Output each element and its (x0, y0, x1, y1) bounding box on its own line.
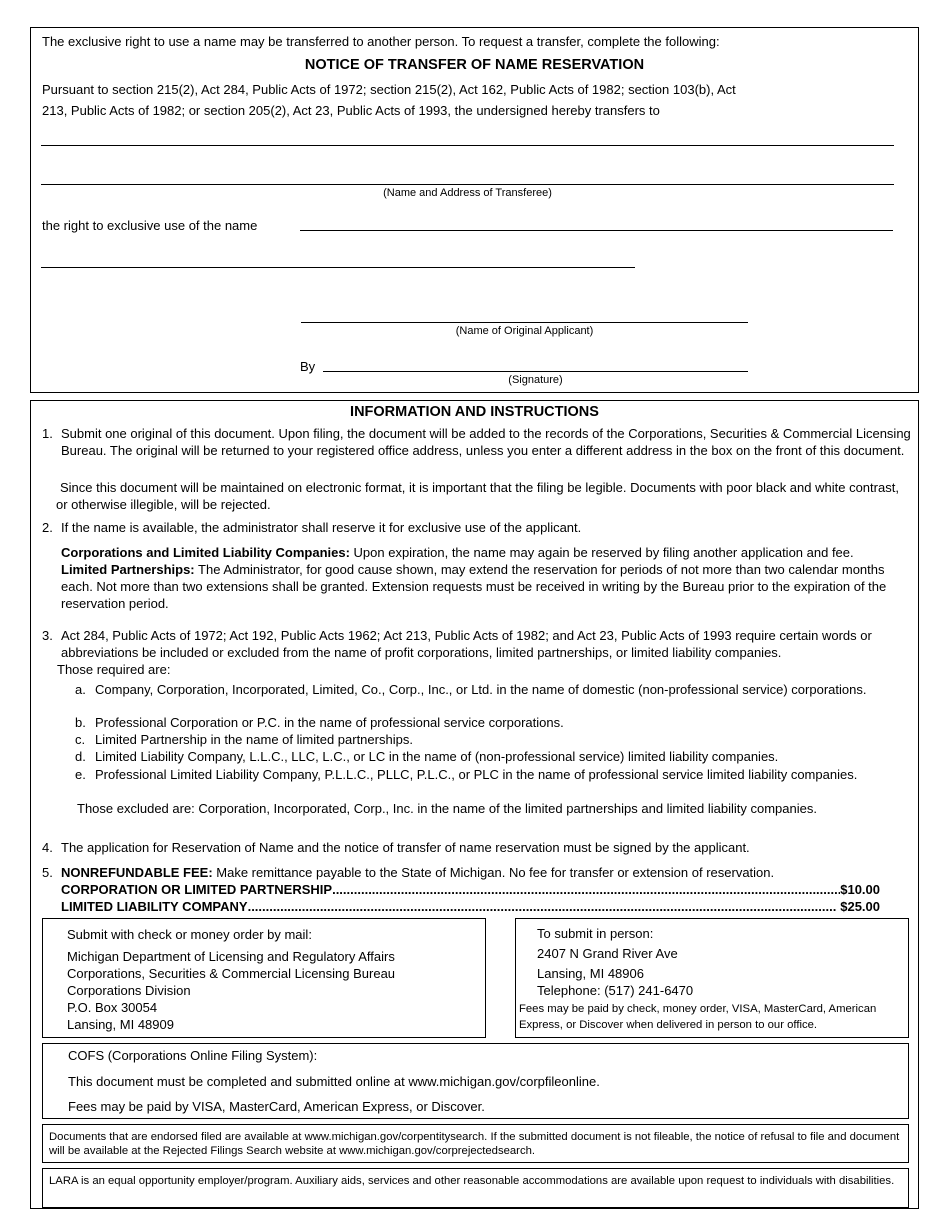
transferee-caption: (Name and Address of Transferee) (383, 187, 552, 199)
applicant-name-line[interactable] (301, 322, 748, 323)
intro-text: The exclusive right to use a name may be transferred to another person. To request a transfer, complete the following: (42, 34, 720, 49)
item-number: 3. (42, 628, 53, 643)
sub-item-e (75, 766, 895, 783)
instruction-item-3 (42, 627, 912, 661)
fee-label: NONREFUNDABLE FEE: (61, 865, 213, 880)
person-heading: To submit in person: (537, 926, 654, 941)
item-text: Submit one original of this document. Upon filing, the document will be added to the records of the Corporations, Securities & Commercial Licensing Bureau. The original will be returned to your registered office address, unless you enter a different address in the box on the front of this document. (61, 426, 911, 458)
signature-line[interactable] (323, 371, 748, 372)
online-line-2: Fees may be paid by VISA, MasterCard, American Express, or Discover. (68, 1099, 485, 1114)
mail-heading: Submit with check or money order by mail: (67, 927, 312, 942)
sub-text: Company, Corporation, Incorporated, Limited, Co., Corp., Inc., or Ltd. in the name of domestic (non-professional service) corporations. (95, 682, 867, 697)
instruction-item-4 (42, 839, 912, 856)
item-number: 2. (42, 520, 53, 535)
mail-line-3: Corporations Division (67, 983, 191, 998)
sub-letter: e. (75, 767, 86, 782)
online-line-1: This document must be completed and submitted online at www.michigan.gov/corpfileonline. (68, 1074, 600, 1089)
mail-line-4: P.O. Box 30054 (67, 1000, 158, 1015)
corp-llc-label: Corporations and Limited Liability Companies: (61, 545, 350, 560)
transferee-line-2[interactable] (41, 184, 894, 185)
item-text: Act 284, Public Acts of 1972; Act 192, Public Acts 1962; Act 213, Public Acts of 1982; and Act 23, Public Acts of 1993 require certain words or abbreviations be included or excluded from the name of profit corporations, limited partnerships, or limited liability companies. (61, 628, 872, 660)
fee-corp-row (61, 881, 880, 898)
mail-line-2: Corporations, Securities & Commercial Licensing Bureau (67, 966, 396, 981)
person-line-3: Telephone: (517) 241-6470 (537, 983, 694, 998)
sub-letter: c. (75, 732, 86, 747)
lp-text: The Administrator, for good cause shown, may extend the reservation for periods of not more than two calendar months each. Not more than two extensions shall be granted. Extension requests must be received in writing by the Bureau prior to the expiration of the reservation period. (61, 562, 887, 611)
sub-item-a (75, 681, 895, 698)
instructions-title: INFORMATION AND INSTRUCTIONS (350, 404, 599, 420)
required-label: Those required are: (57, 662, 171, 677)
person-line-1: 2407 N Grand River Ave (537, 946, 678, 961)
corp-llc-text: Upon expiration, the name may again be reserved by filing another application and fee. (349, 545, 854, 560)
sub-letter: a. (75, 682, 86, 697)
sub-text: Professional Limited Liability Company, P.L.L.C., PLLC, P.L.C., or PLC in the name of professional service limited liability companies. (95, 767, 858, 782)
online-heading: COFS (Corporations Online Filing System): (68, 1048, 318, 1063)
person-note: Fees may be paid by check, money order, VISA, MasterCard, American Express, or Discover when delivered in person to our office. (519, 1003, 877, 1031)
form-title: NOTICE OF TRANSFER OF NAME RESERVATION (304, 57, 645, 73)
fee-corp-label: CORPORATION OR LIMITED PARTNERSHIP (61, 882, 333, 897)
item-text: If the name is available, the administrator shall reserve it for exclusive use of the applicant. (61, 520, 582, 535)
excluded-text: Those excluded are: Corporation, Incorporated, Corp., Inc. in the name of the limited partnerships and limited liability companies. (77, 801, 817, 816)
instruction-item-5 (42, 864, 912, 881)
fee-llc-row (61, 898, 880, 915)
sub-item-c (75, 731, 895, 748)
sub-text: Limited Liability Company, L.L.C., LLC, L.C., or LC in the name of (non-professional service) limited liability companies. (95, 749, 779, 764)
applicant-caption: (Name of Original Applicant) (455, 325, 594, 337)
leader-dots (332, 881, 840, 898)
mail-line-5: Lansing, MI 48909 (67, 1017, 174, 1032)
reserved-name-line-1[interactable] (300, 230, 893, 231)
fee-text: Make remittance payable to the State of Michigan. No fee for transfer or extension of reservation. (212, 865, 775, 880)
fee-llc-amount: $25.00 (836, 899, 880, 914)
sub-letter: b. (75, 715, 86, 730)
sub-item-b (75, 714, 895, 731)
sub-text: Professional Corporation or P.C. in the name of professional service corporations. (95, 715, 564, 730)
transferee-line-1[interactable] (41, 145, 894, 146)
fee-llc-label: LIMITED LIABILITY COMPANY (61, 899, 248, 914)
sub-text: Limited Partnership in the name of limited partnerships. (95, 732, 413, 747)
item-1-note (42, 479, 912, 513)
item-number: 4. (42, 840, 53, 855)
item-note-text: Since this document will be maintained on electronic format, it is important that the filing be legible. Documents with poor black and white contrast, or otherwise illegible, will be rejected. (56, 480, 899, 512)
sub-item-d (75, 748, 895, 765)
signature-caption: (Signature) (508, 374, 563, 386)
by-label: By (300, 359, 316, 374)
pursuant-line-2: 213, Public Acts of 1982; or section 205(2), Act 23, Public Acts of 1993, the undersigned hereby transfers to (42, 103, 660, 118)
lara-text: LARA is an equal opportunity employer/program. Auxiliary aids, services and other reasonable accommodations are available upon request to individuals with disabilities. (49, 1175, 895, 1187)
pursuant-line-1: Pursuant to section 215(2), Act 284, Public Acts of 1972; section 215(2), Act 162, Public Acts of 1982; section 103(b), Act (42, 82, 736, 97)
lp-label: Limited Partnerships: (61, 562, 195, 577)
reserved-name-line-2[interactable] (41, 267, 635, 268)
endorsed-text: Documents that are endorsed filed are available at www.michigan.gov/corpentitysearch. If the submitted document is not fileable, the notice of refusal to file and document will be available at the Rejected Filings Search website at www.michigan.gov/corprejectedsearch. (49, 1131, 900, 1157)
item-number: 5. (42, 865, 53, 880)
right-label: the right to exclusive use of the name (42, 218, 258, 233)
item-2-details (42, 544, 912, 612)
item-number: 1. (42, 426, 53, 441)
leader-dots (248, 898, 837, 915)
instruction-item-1 (42, 425, 912, 459)
sub-letter: d. (75, 749, 86, 764)
instruction-item-2 (42, 519, 912, 536)
mail-line-1: Michigan Department of Licensing and Regulatory Affairs (67, 949, 395, 964)
item-text: The application for Reservation of Name and the notice of transfer of name reservation must be signed by the applicant. (61, 840, 750, 855)
person-line-2: Lansing, MI 48906 (537, 966, 644, 981)
fee-corp-amount: $10.00 (840, 882, 880, 897)
